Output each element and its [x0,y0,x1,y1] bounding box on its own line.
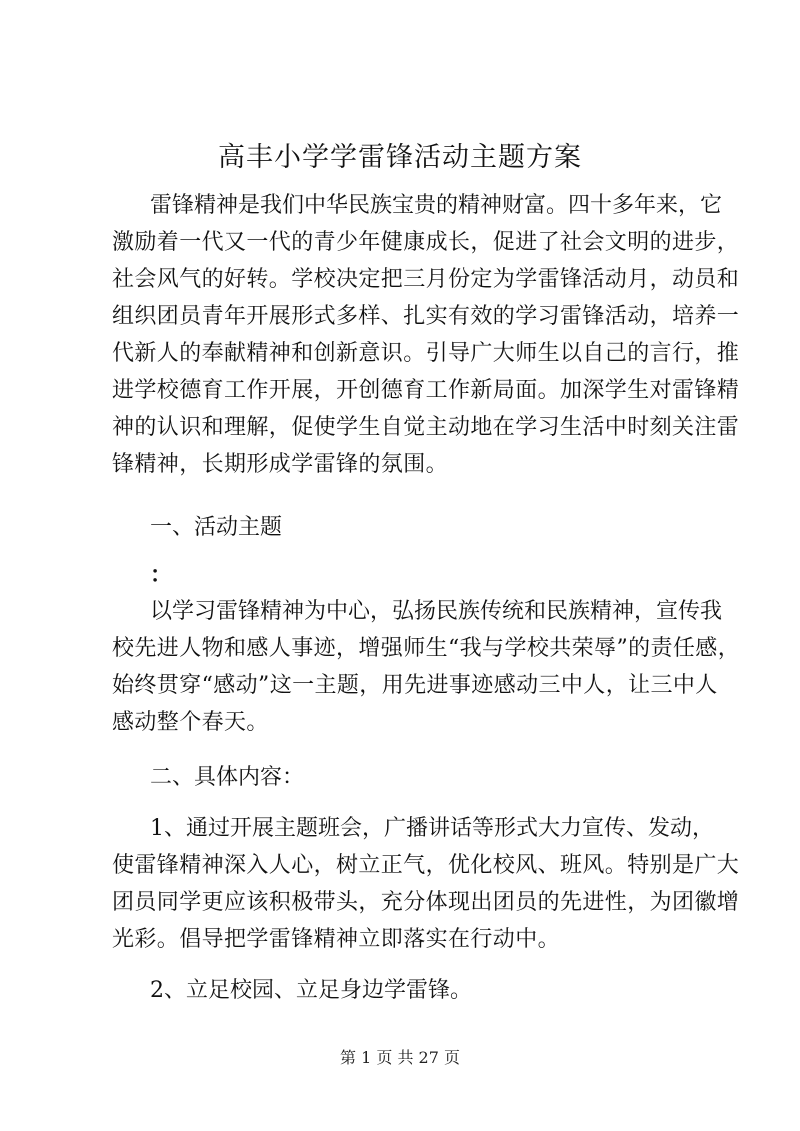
paragraph-line: 校先进人物和感人事迹，增强师生“我与学校共荣辱”的责任感， [112,636,741,661]
paragraph-line: 团员同学更应该积极带头，充分体现出团员的先进性，为团徽增 [112,890,740,915]
paragraph-line: 光彩。倡导把学雷锋精神立即落实在行动中。 [112,927,561,952]
paragraph-line: 神的认识和理解，促使学生自觉主动地在学习生活中时刻关注雷 [112,415,740,440]
paragraph-line: 使雷锋精神深入人心，树立正气，优化校风、班风。特别是广大 [112,853,740,878]
section-heading: 二、具体内容： [150,765,305,790]
paragraph-line: 组织团员青年开展形式多样、扎实有效的学习雷锋活动，培养一 [112,304,740,329]
page-footer: 第 1 页 共 27 页 [340,1048,460,1067]
colon-line: ： [150,562,173,588]
paragraph-line: 2、立足校园、立足身边学雷锋。 [150,978,472,1003]
paragraph-line: 雷锋精神是我们中华民族宝贵的精神财富。四十多年来，它 [150,193,723,218]
document-title: 高丰小学学雷锋活动主题方案 [218,142,582,173]
paragraph-line: 感动整个春天。 [112,710,269,735]
paragraph-line: 社会风气的好转。学校决定把三月份定为学雷锋活动月，动员和 [112,267,740,292]
paragraph-line: 以学习雷锋精神为中心，弘扬民族传统和民族精神，宣传我 [150,599,723,624]
paragraph-line: 始终贯穿“感动”这一主题，用先进事迹感动三中人，让三中人 [112,673,718,698]
paragraph-line: 1、通过开展主题班会，广播讲话等形式大力宣传、发动， [150,816,714,841]
paragraph-line: 进学校德育工作开展，开创德育工作新局面。加深学生对雷锋精 [112,378,740,403]
paragraph-line: 锋精神，长期形成学雷锋的氛围。 [112,452,449,477]
section-heading: 一、活动主题 [150,515,283,540]
paragraph-line: 激励着一代又一代的青少年健康成长，促进了社会文明的进步， [112,230,740,255]
paragraph-line: 代新人的奉献精神和创新意识。引导广大师生以自己的言行，推 [112,341,740,366]
